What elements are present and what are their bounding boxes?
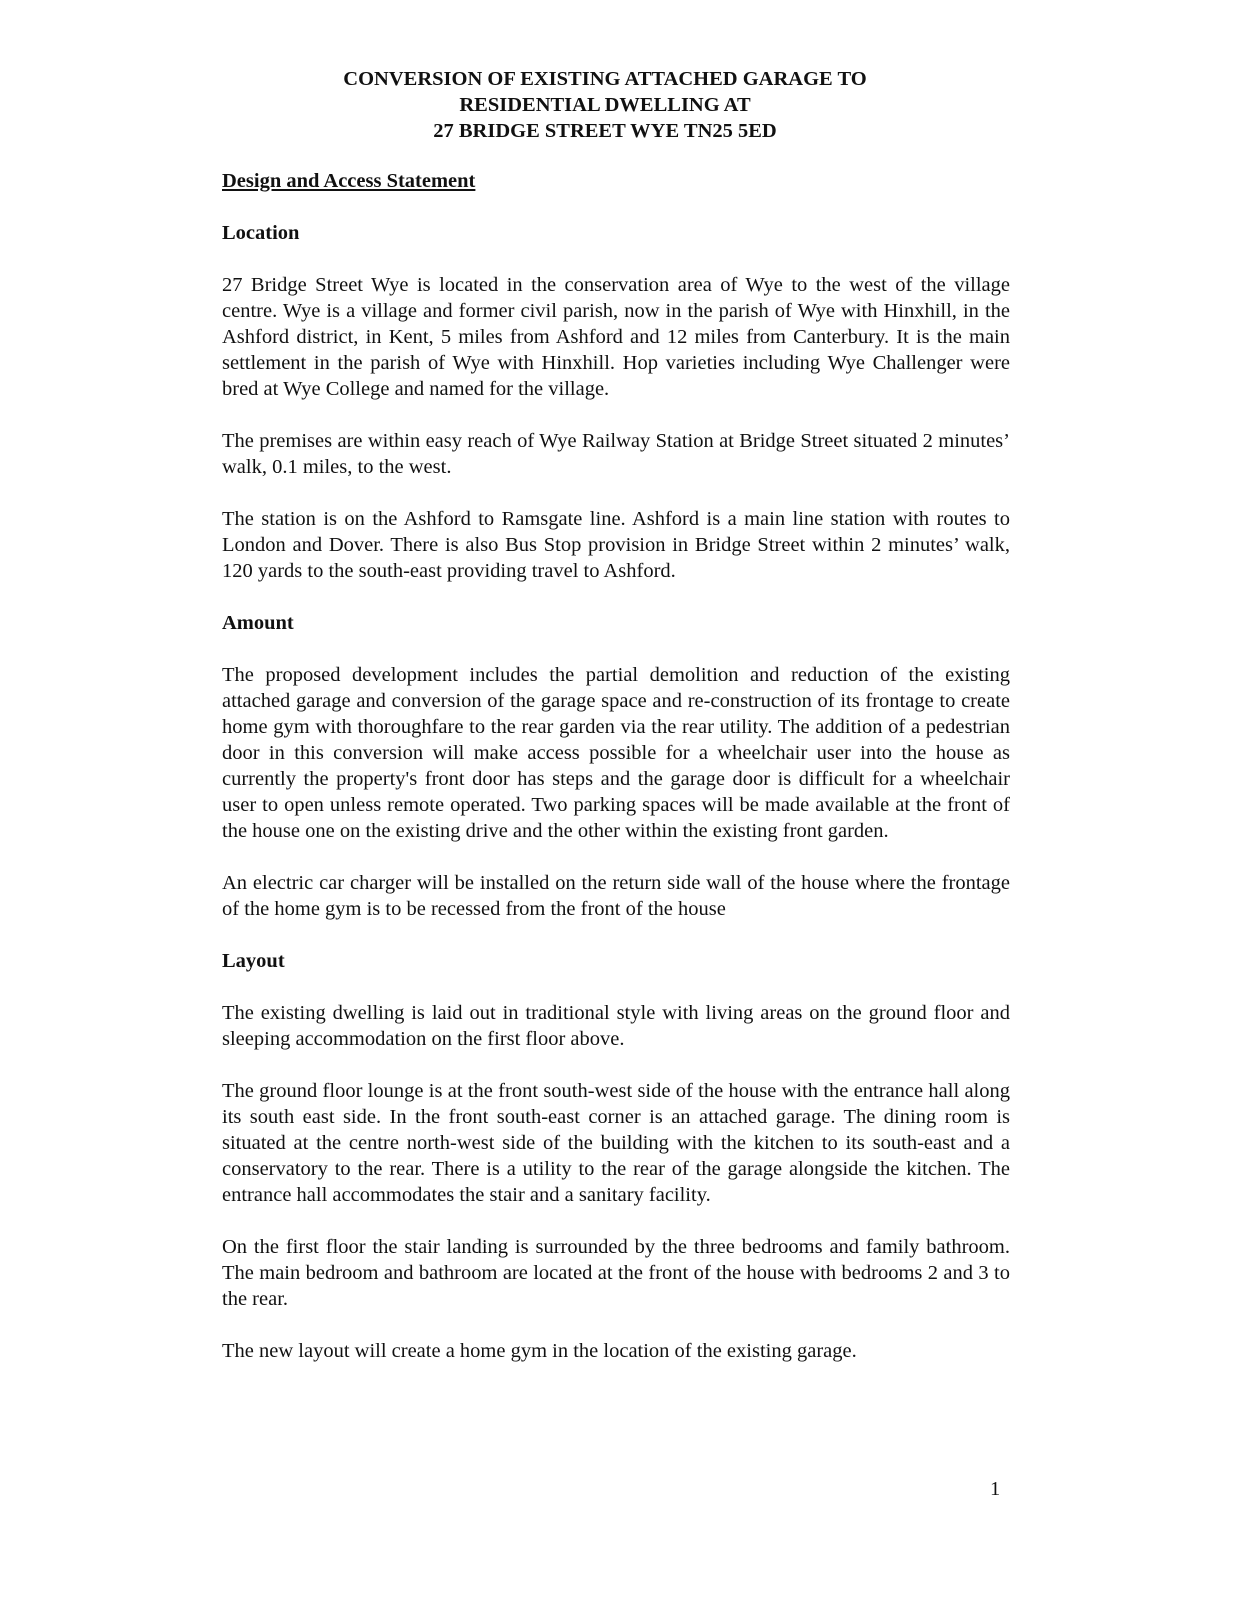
layout-paragraph-3: On the first floor the stair landing is surrounded by the three bedrooms and family bathroom. The main bedroom and bathroom are located at the front of the house with bedrooms 2 and 3 to the rear. (222, 1236, 1010, 1310)
amount-paragraph-1: The proposed development includes the partial demolition and reduction of the existing attached garage and conversion of the garage space and re-construction of its frontage to create home gym with thoroughfare to the rear garden via the rear utility. The addition of a pedestrian door in this conversion will make access possible for a wheelchair user into the house as currently the property's front door has steps and the garage door is difficult for a wheelchair user to open unless remote operated. Two parking spaces will be made available at the front of the house one on the existing drive and the other within the existing front garden. (222, 664, 1010, 842)
section-heading-layout: Layout (222, 950, 285, 972)
layout-paragraph-2: The ground floor lounge is at the front south-west side of the house with the entrance hall along its south east side. In the front south-east corner is an attached garage. The dining room is situated at the centre north-west side of the building with the kitchen to its south-east and a conservatory to the rear. There is a utility to the rear of the garage alongside the kitchen. The entrance hall accommodates the stair and a sanitary facility. (222, 1080, 1010, 1206)
document-body (222, 168, 1010, 1390)
location-paragraph-3: The station is on the Ashford to Ramsgate line. Ashford is a main line station with routes to London and Dover. There is also Bus Stop provision in Bridge Street within 2 minutes’ walk, 120 yards to the south-east providing travel to Ashford. (222, 508, 1010, 582)
layout-paragraph-4: The new layout will create a home gym in the location of the existing garage. (222, 1340, 857, 1362)
title-line-2: RESIDENTIAL DWELLING AT (459, 94, 751, 116)
title-line-1: CONVERSION OF EXISTING ATTACHED GARAGE TO (343, 68, 867, 90)
page-number: 1 (990, 1478, 1001, 1500)
amount-paragraph-2: An electric car charger will be installed on the return side wall of the house where the frontage of the home gym is to be recessed from the front of the house (222, 872, 1010, 920)
section-location (222, 220, 1010, 584)
section-heading-location: Location (222, 222, 300, 244)
layout-paragraph-1: The existing dwelling is laid out in traditional style with living areas on the ground floor and sleeping accommodation on the first floor above. (222, 1002, 1010, 1050)
statement-heading: Design and Access Statement (222, 170, 476, 192)
location-paragraph-2: The premises are within easy reach of Wye Railway Station at Bridge Street situated 2 minutes’ walk, 0.1 miles, to the west. (222, 430, 1010, 478)
section-amount (222, 610, 1010, 922)
location-paragraph-1: 27 Bridge Street Wye is located in the conservation area of Wye to the west of the village centre. Wye is a village and former civil parish, now in the parish of Wye with Hinxhill, in the Ashford district, in Kent, 5 miles from Ashford and 12 miles from Canterbury. It is the main settlement in the parish of Wye with Hinxhill. Hop varieties including Wye Challenger were bred at Wye College and named for the village. (222, 274, 1010, 400)
section-layout (222, 948, 1010, 1364)
title-line-3: 27 BRIDGE STREET WYE TN25 5ED (433, 120, 777, 142)
document-title (200, 66, 1010, 144)
section-heading-amount: Amount (222, 612, 294, 634)
